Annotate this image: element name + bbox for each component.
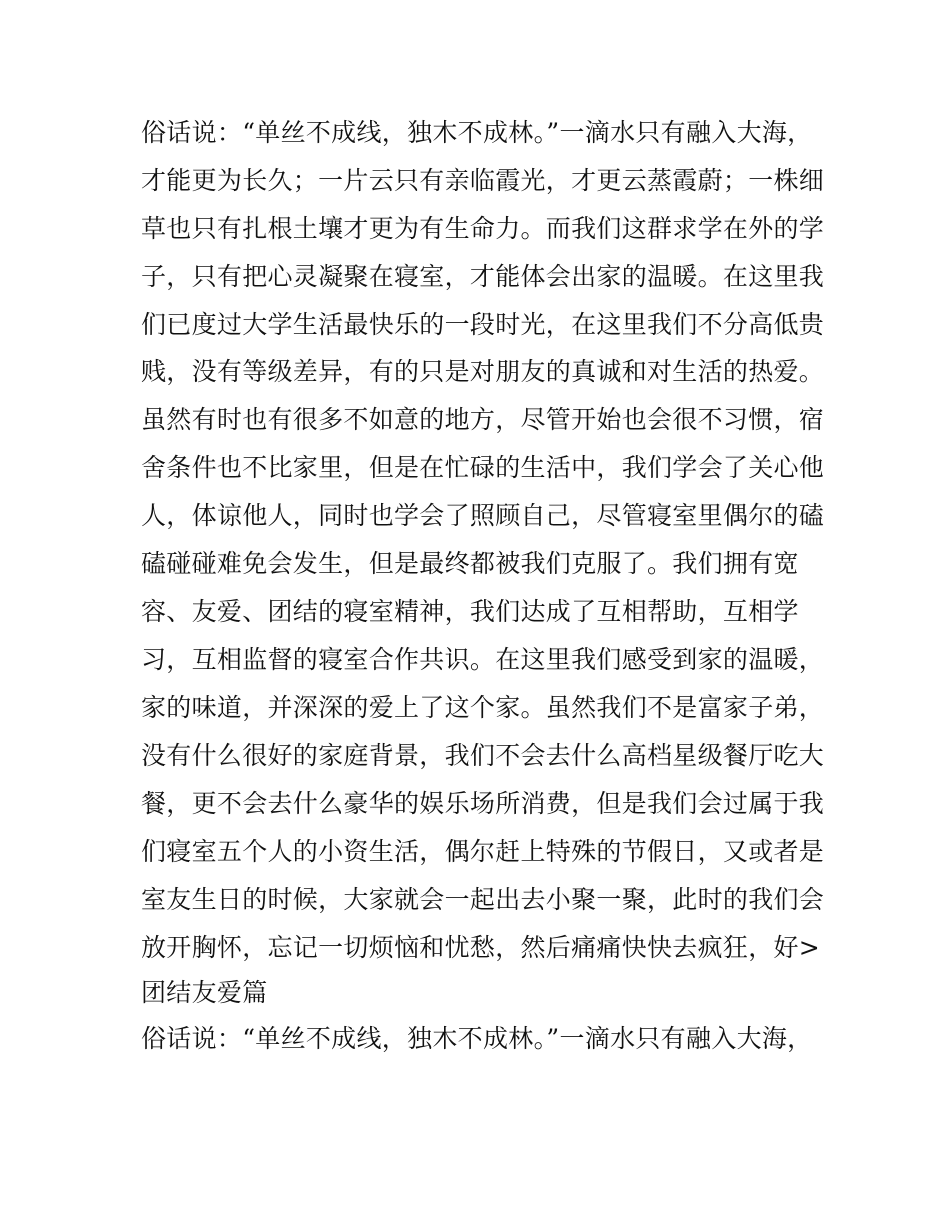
text-line: 餐，更不会去什么豪华的娱乐场所消费，但是我们会过属于我: [141, 789, 825, 818]
section-heading: 团结友爱篇: [141, 978, 268, 1007]
text-line: 贱，没有等级差异，有的只是对朋友的真诚和对生活的热爱。: [141, 357, 825, 386]
text-line: 磕碰碰难免会发生，但是最终都被我们克服了。我们拥有宽: [141, 549, 799, 578]
text-line: 虽然有时也有很多不如意的地方，尽管开始也会很不习惯，宿: [141, 405, 825, 434]
text-line: 室友生日的时候，大家就会一起出去小聚一聚，此时的我们会: [141, 885, 825, 914]
text-line: 容、友爱、团结的寝室精神，我们达成了互相帮助，互相学: [141, 597, 799, 626]
text-line: 才能更为长久；一片云只有亲临霞光，才更云蒸霞蔚；一株细: [141, 166, 825, 195]
text-line: 俗话说：“单丝不成线，独木不成林。”一滴水只有融入大海，: [141, 118, 813, 147]
text-line: 习，互相监督的寝室合作共识。在这里我们感受到家的温暖，: [141, 645, 825, 674]
text-line: 放开胸怀，忘记一切烦恼和忧愁，然后痛痛快快去疯狂，好>: [141, 933, 821, 962]
text-line: 俗话说：“单丝不成线，独木不成林。”一滴水只有融入大海，: [141, 1024, 813, 1053]
text-line: 们已度过大学生活最快乐的一段时光，在这里我们不分高低贵: [141, 310, 825, 339]
text-line: 草也只有扎根土壤才更为有生命力。而我们这群求学在外的学: [141, 214, 825, 243]
text-line: 没有什么很好的家庭背景，我们不会去什么高档星级餐厅吃大: [141, 741, 825, 770]
text-line: 们寝室五个人的小资生活，偶尔赶上特殊的节假日，又或者是: [141, 837, 825, 866]
text-line: 人，体谅他人，同时也学会了照顾自己，尽管寝室里偶尔的磕: [141, 501, 825, 530]
text-line: 家的味道，并深深的爱上了这个家。虽然我们不是富家子弟，: [141, 693, 825, 722]
text-line: 舍条件也不比家里，但是在忙碌的生活中，我们学会了关心他: [141, 453, 825, 482]
text-line: 子，只有把心灵凝聚在寝室，才能体会出家的温暖。在这里我: [141, 262, 825, 291]
